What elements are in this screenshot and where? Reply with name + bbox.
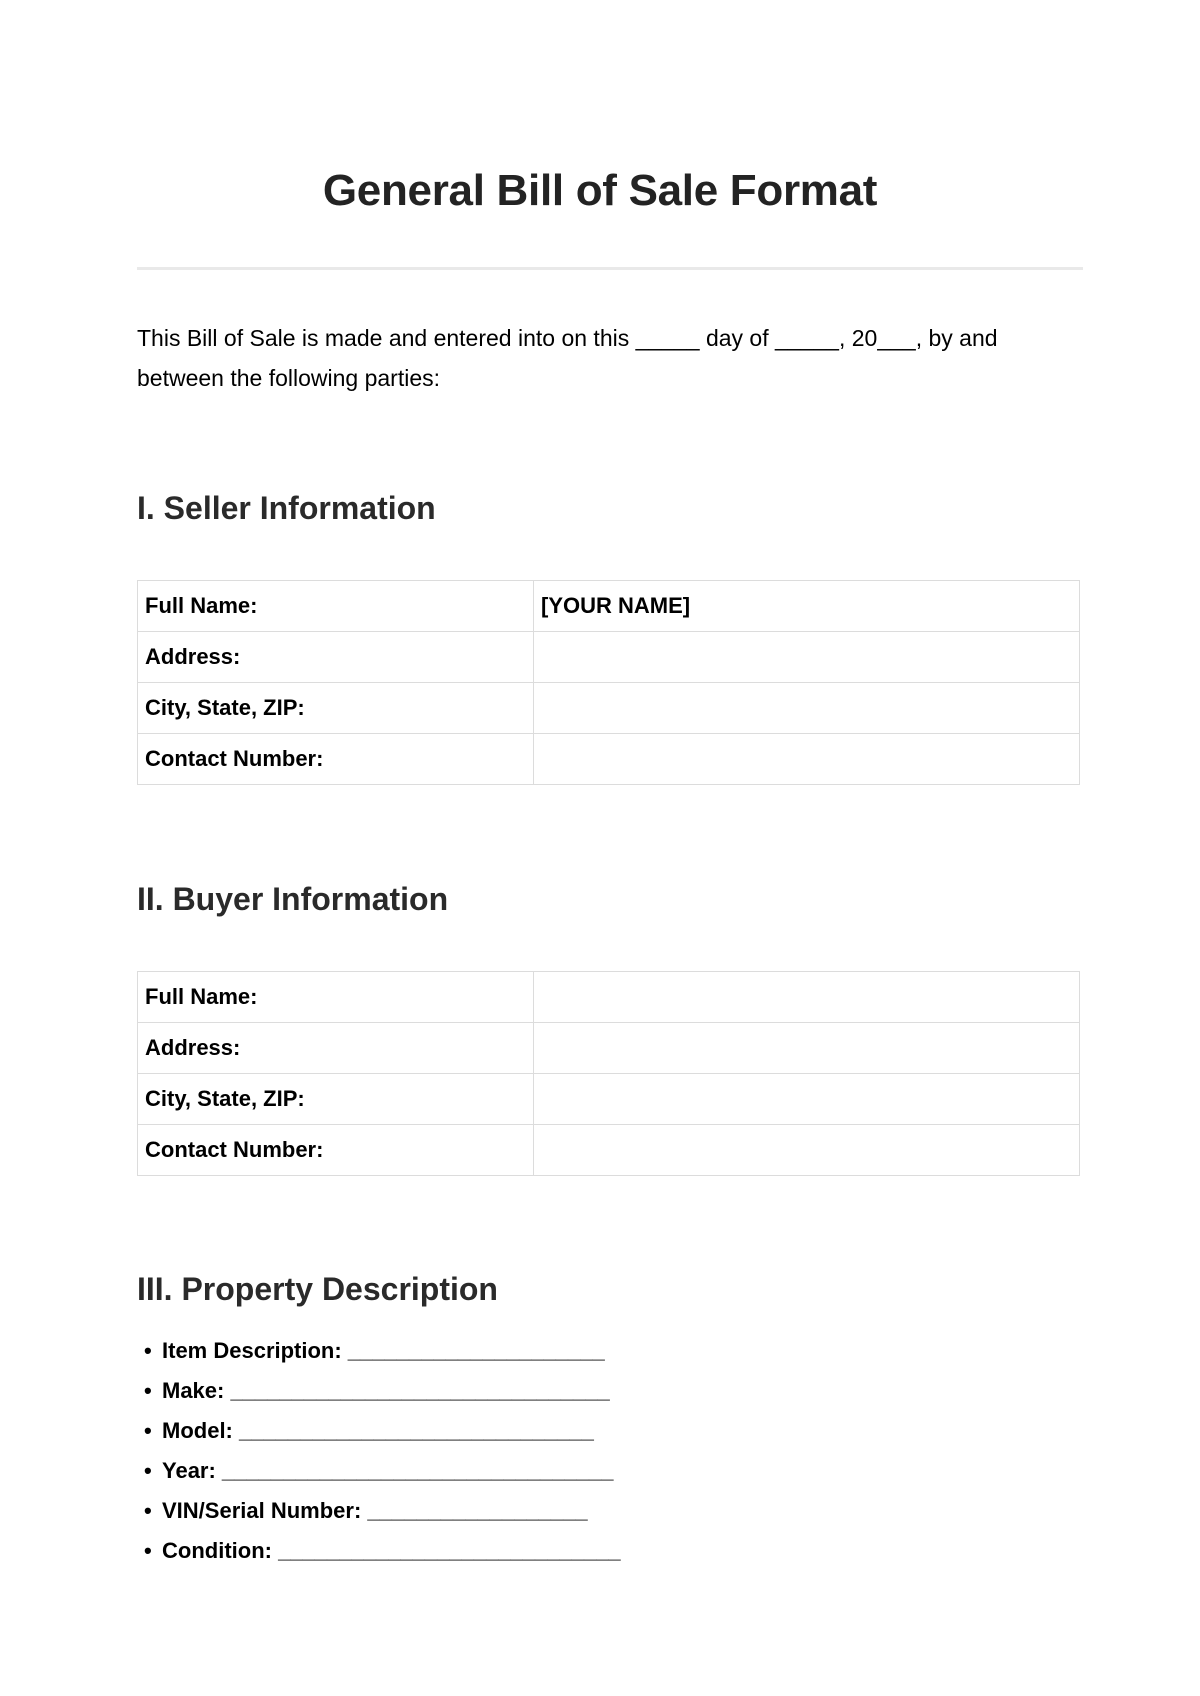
table-row xyxy=(138,683,1080,734)
seller-address-value[interactable] xyxy=(534,632,1080,683)
intro-paragraph: This Bill of Sale is made and entered into on this _____ day of _____, 20___, by and between the following parties: xyxy=(137,325,998,391)
make-field[interactable]: Make: _______________________________ xyxy=(162,1378,610,1403)
seller-contact-number-label: Contact Number: xyxy=(138,734,534,785)
table-row xyxy=(138,581,1080,632)
buyer-full-name-label: Full Name: xyxy=(138,972,534,1023)
year-field[interactable]: Year: ________________________________ xyxy=(162,1458,614,1483)
seller-city-state-zip-label: City, State, ZIP: xyxy=(138,683,534,734)
buyer-contact-number-value[interactable] xyxy=(534,1125,1080,1176)
bullet: • xyxy=(144,1378,152,1403)
buyer-section-heading: II. Buyer Information xyxy=(137,881,449,917)
buyer-address-value[interactable] xyxy=(534,1023,1080,1074)
list-item xyxy=(144,1491,621,1531)
table-row xyxy=(138,972,1080,1023)
buyer-info-table xyxy=(137,971,1080,1176)
buyer-city-state-zip-value[interactable] xyxy=(534,1074,1080,1125)
seller-full-name-value[interactable]: [YOUR NAME] xyxy=(534,581,1080,632)
table-row xyxy=(138,1074,1080,1125)
table-row xyxy=(138,1023,1080,1074)
list-item xyxy=(144,1411,621,1451)
seller-info-table xyxy=(137,580,1080,785)
vin-serial-number-field[interactable]: VIN/Serial Number: __________________ xyxy=(162,1498,588,1523)
bullet: • xyxy=(144,1418,152,1443)
list-item xyxy=(144,1451,621,1491)
table-row xyxy=(138,1125,1080,1176)
property-section-heading: III. Property Description xyxy=(137,1271,498,1307)
seller-city-state-zip-value[interactable] xyxy=(534,683,1080,734)
bullet: • xyxy=(144,1338,152,1363)
list-item xyxy=(144,1531,621,1571)
seller-contact-number-value[interactable] xyxy=(534,734,1080,785)
list-item xyxy=(144,1331,621,1371)
table-row xyxy=(138,632,1080,683)
buyer-address-label: Address: xyxy=(138,1023,534,1074)
model-field[interactable]: Model: _____________________________ xyxy=(162,1418,594,1443)
list-item xyxy=(144,1371,621,1411)
condition-field[interactable]: Condition: ____________________________ xyxy=(162,1538,621,1563)
document-title: General Bill of Sale Format xyxy=(322,166,878,215)
title-divider xyxy=(137,267,1083,270)
bullet: • xyxy=(144,1538,152,1563)
buyer-contact-number-label: Contact Number: xyxy=(138,1125,534,1176)
bullet: • xyxy=(144,1458,152,1483)
item-description-field[interactable]: Item Description: _____________________ xyxy=(162,1338,605,1363)
property-list xyxy=(144,1331,621,1571)
seller-address-label: Address: xyxy=(138,632,534,683)
buyer-city-state-zip-label: City, State, ZIP: xyxy=(138,1074,534,1125)
table-row xyxy=(138,734,1080,785)
seller-section-heading: I. Seller Information xyxy=(137,490,436,526)
buyer-full-name-value[interactable] xyxy=(534,972,1080,1023)
seller-full-name-label: Full Name: xyxy=(138,581,534,632)
bullet: • xyxy=(144,1498,152,1523)
